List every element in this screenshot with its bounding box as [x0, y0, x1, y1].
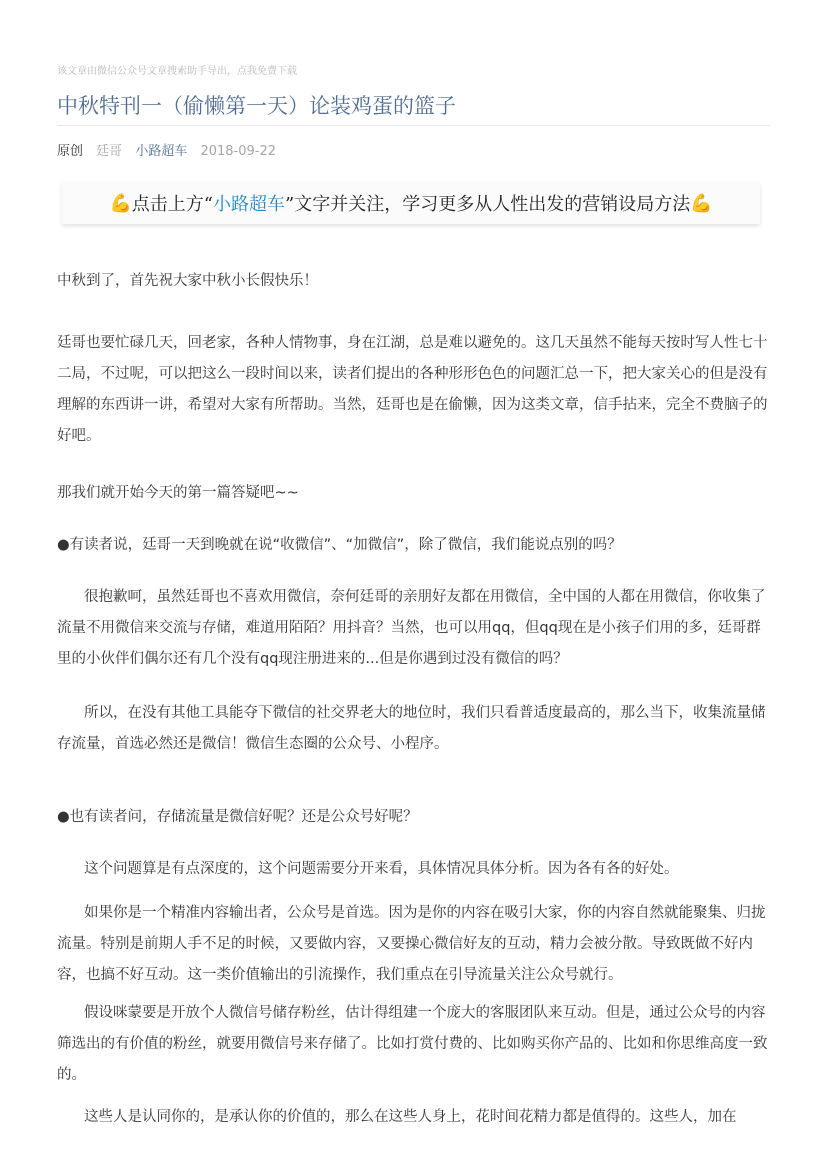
export-source-note[interactable]: 该文章由微信公众号文章搜索助手导出，点我免费下载 — [57, 66, 297, 77]
author-name: 廷哥 — [96, 144, 123, 159]
answer-1-part-1: 很抱歉呵，虽然廷哥也不喜欢用微信，奈何廷哥的亲朋好友都在用微信，全中国的人都在用微信，你收集了流量不用微信来交流与存储，难道用陌陌？用抖音？当然，也可以用qq，但qq现在是小孩子们用的多，廷哥群里的小伙伴们偶尔还有几个没有qq现注册进来的...但是你遇到过没有微信的吗？ — [57, 589, 766, 667]
answer-2-part-3: 假设咪蒙要是开放个人微信号储存粉丝，估计得组建一个庞大的客服团队来互动。但是，通过公众号的内容筛选出的有价值的粉丝，就要用微信号来存储了。比如打赏付费的、比如购买你产品的、比如和你思维高度一致的。 — [57, 1005, 768, 1083]
publish-date: 2018-09-22 — [200, 144, 277, 159]
answer-2-part-4: 这些人是认同你的，是承认你的价值的，那么在这些人身上，花时间花精力都是值得的。这些人，加在 — [84, 1109, 737, 1125]
paragraph-intro: 廷哥也要忙碌几天，回老家，各种人情物事，身在江湖，总是难以避免的。这几天虽然不能每天按时写人性七十二局，不过呢，可以把这么一段时间以来，读者们提出的各种形形色色的问题汇总一下，把大家关心的但是没有理解的东西讲一讲，希望对大家有所帮助。当然，廷哥也是在偷懒，因为这类文章，信手拈来，完全不费脑子的好吧。 — [57, 335, 768, 444]
follow-banner[interactable] — [62, 182, 760, 224]
title-divider — [57, 125, 770, 126]
answer-1-part-2: 所以，在没有其他工具能夺下微信的社交界老大的地位时，我们只看普适度最高的，那么当下，收集流量储存流量，首选必然还是微信！微信生态圈的公众号、小程序。 — [57, 705, 766, 752]
banner-account-highlight[interactable]: 小路超车 — [213, 194, 285, 215]
flexed-biceps-right-icon: 💪 — [690, 192, 713, 214]
banner-suffix: ”文字并关注，学习更多从人性出发的营销设局方法 — [285, 194, 691, 215]
paragraph-greeting: 中秋到了，首先祝大家中秋小长假快乐！ — [57, 273, 318, 289]
question-2: ●也有读者问，存储流量是微信好呢？还是公众号好呢？ — [57, 809, 418, 825]
answer-2-part-2: 如果你是一个精准内容输出者，公众号是首选。因为是你的内容在吸引大家，你的内容自然就能聚集、归拢流量。特别是前期人手不足的时候，又要做内容，又要操心微信好友的互动，精力会被分散。导致既做不好内容，也搞不好互动。这一类价值输出的引流操作，我们重点在引导流量关注公众号就行。 — [57, 905, 766, 983]
original-tag: 原创 — [57, 144, 84, 159]
paragraph-start: 那我们就开始今天的第一篇答疑吧~~ — [57, 485, 299, 501]
account-link[interactable]: 小路超车 — [135, 144, 188, 159]
article-title: 中秋特刊一（偷懒第一天）论装鸡蛋的篮子 — [57, 94, 456, 118]
banner-prefix: 点击上方“ — [131, 194, 213, 215]
answer-2-part-1: 这个问题算是有点深度的，这个问题需要分开来看，具体情况具体分析。因为各有各的好处。 — [84, 861, 679, 877]
article-meta — [57, 140, 285, 159]
question-1: ●有读者说，廷哥一天到晚就在说“收微信”、“加微信”，除了微信，我们能说点别的吗？ — [57, 537, 622, 553]
flexed-biceps-left-icon: 💪 — [109, 192, 133, 214]
